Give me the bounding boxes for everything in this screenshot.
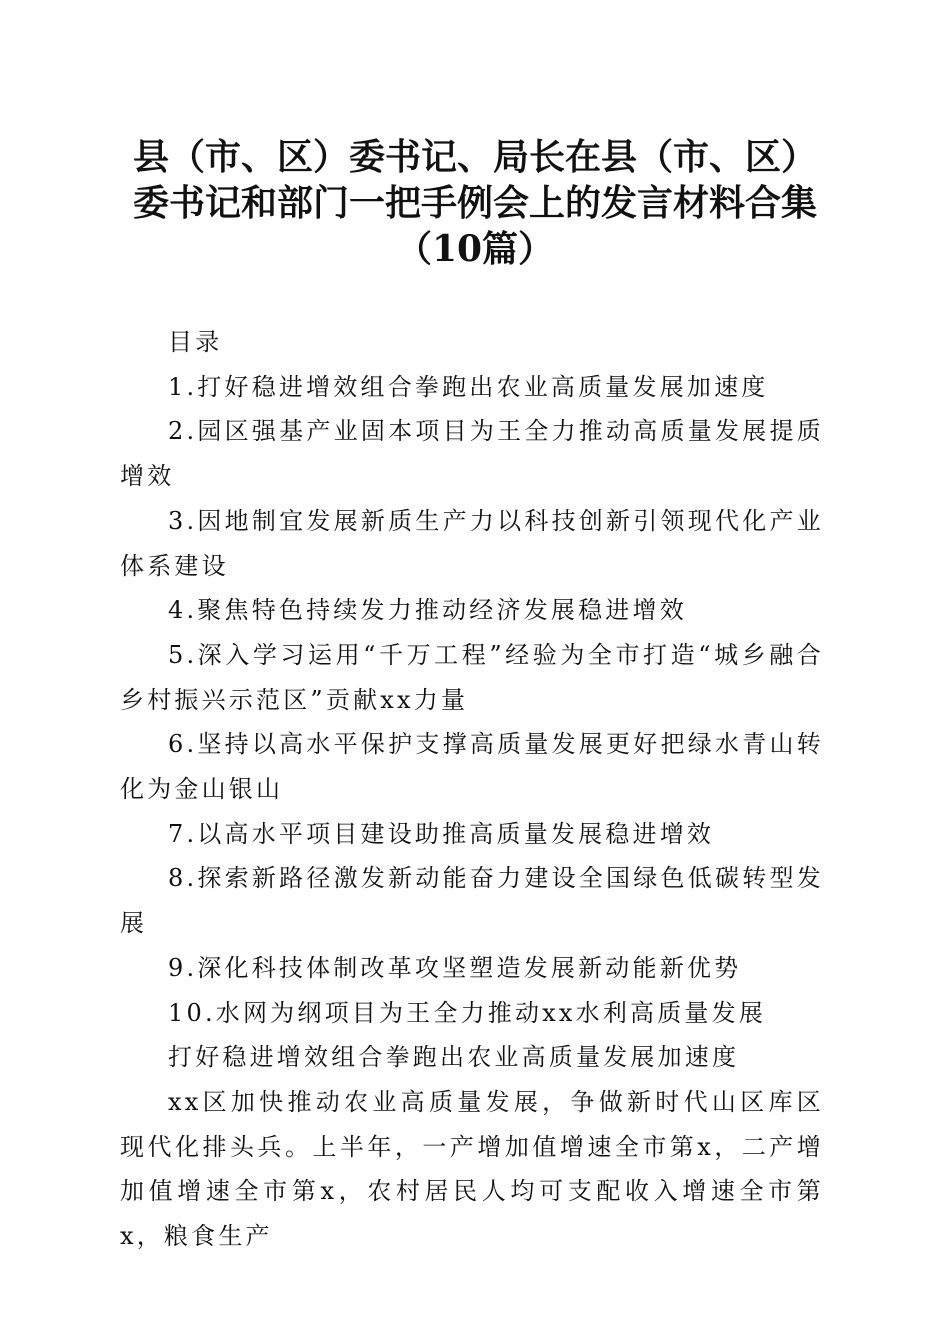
toc-item-7: 7.以高水平项目建设助推高质量发展稳进增效	[168, 819, 715, 848]
toc-item-3: 3.因地制宜发展新质生产力以科技创新引领现代化产业体系建设	[120, 506, 824, 580]
section-heading: 打好稳进增效组合拳跑出农业高质量发展加速度	[168, 1043, 740, 1072]
toc-item-9: 9.深化科技体制改革攻坚塑造发展新动能新优势	[168, 953, 742, 982]
toc-item-8: 8.探索新路径激发新动能奋力建设全国绿色低碳转型发展	[120, 864, 824, 938]
body-paragraph: xx区加快推动农业高质量发展，争做新时代山区库区现代化排头兵。上半年，一产增加值增速全市第x，二产增加值增速全市第x，农村居民人均可支配收入增速全市第x，粮食生产	[120, 1087, 824, 1251]
document-title: 县（市、区）委书记、局长在县（市、区）委书记和部门一把手例会上的发言材料合集（10篇）	[132, 136, 817, 270]
toc-heading: 目录	[168, 328, 223, 356]
toc-item-2: 2.园区强基产业固本项目为王全力推动高质量发展提质增效	[120, 417, 824, 491]
toc-item-4: 4.聚焦特色持续发力推动经济发展稳进增效	[168, 596, 687, 625]
toc-item-10: 10.水网为纲项目为王全力推动xx水利高质量发展	[168, 998, 767, 1027]
toc-item-6: 6.坚持以高水平保护支撑高质量发展更好把绿水青山转化为金山银山	[120, 730, 824, 804]
toc-item-1: 1.打好稳进增效组合拳跑出农业高质量发展加速度	[168, 372, 769, 401]
document-body	[120, 320, 824, 1259]
toc-item-5: 5.深入学习运用“千万工程”经验为全市打造“城乡融合乡村振兴示范区”贡献xx力量	[120, 640, 824, 714]
